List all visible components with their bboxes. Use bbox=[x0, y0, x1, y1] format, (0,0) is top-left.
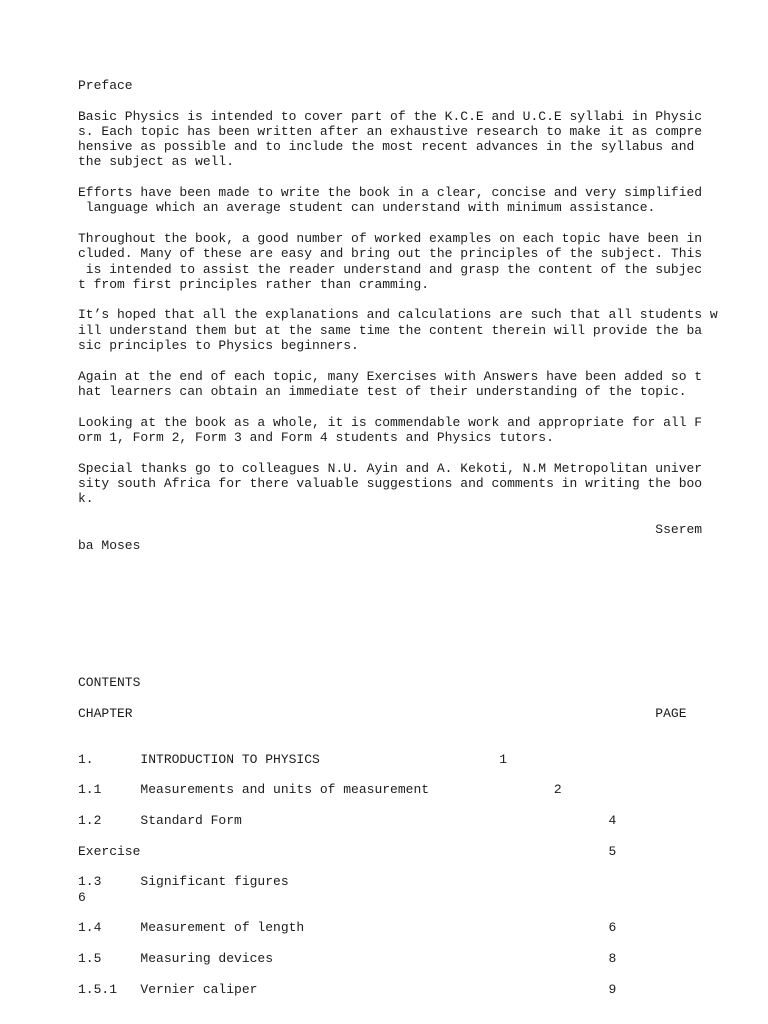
author-signature: Sserem bbox=[78, 522, 703, 537]
contents-entry: 1.1 Measurements and units of measurement 2 bbox=[78, 782, 562, 797]
paragraph-line: is intended to assist the reader understand and grasp the content of the subjec bbox=[78, 262, 703, 277]
author-signature: ba Moses bbox=[78, 538, 141, 553]
contents-heading: CONTENTS bbox=[78, 675, 141, 690]
paragraph-line: ill understand them but at the same time the content therein will provide the ba bbox=[78, 323, 703, 338]
paragraph-line: sic principles to Physics beginners. bbox=[78, 338, 359, 353]
paragraph-line: t from first principles rather than cramming. bbox=[78, 277, 430, 292]
paragraph-line: hensive as possible and to include the most recent advances in the syllabus and bbox=[78, 139, 695, 154]
paragraph-line: Special thanks go to colleagues N.U. Ayin and A. Kekoti, N.M Metropolitan univer bbox=[78, 461, 703, 476]
contents-entry-page: 6 bbox=[78, 890, 86, 905]
paragraph-line: Looking at the book as a whole, it is commendable work and appropriate for all F bbox=[78, 415, 703, 430]
paragraph-line: s. Each topic has been written after an exhaustive research to make it as compre bbox=[78, 124, 703, 139]
paragraph-line: Basic Physics is intended to cover part of the K.C.E and U.C.E syllabi in Physic bbox=[78, 109, 703, 124]
paragraph-line: Throughout the book, a good number of worked examples on each topic have been in bbox=[78, 231, 703, 246]
paragraph-line: It’s hoped that all the explanations and calculations are such that all students w bbox=[78, 307, 718, 322]
paragraph-line: Efforts have been made to write the book in a clear, concise and very simplified bbox=[78, 185, 703, 200]
contents-entry: 1.3 Significant figures bbox=[78, 874, 289, 889]
paragraph-line: the subject as well. bbox=[78, 154, 235, 169]
paragraph-line: language which an average student can understand with minimum assistance. bbox=[78, 200, 656, 215]
contents-entry: Exercise 5 bbox=[78, 844, 617, 859]
contents-entry: 1.5.1 Vernier caliper 9 bbox=[78, 982, 617, 997]
paragraph-line: sity south Africa for there valuable suggestions and comments in writing the boo bbox=[78, 476, 703, 491]
contents-entry: 1. INTRODUCTION TO PHYSICS 1 bbox=[78, 752, 508, 767]
paragraph-line: Again at the end of each topic, many Exercises with Answers have been added so t bbox=[78, 369, 703, 384]
paragraph-line: k. bbox=[78, 491, 94, 506]
contents-entry: 1.4 Measurement of length 6 bbox=[78, 920, 617, 935]
preface-heading: Preface bbox=[78, 78, 133, 93]
paragraph-line: hat learners can obtain an immediate test of their understanding of the topic. bbox=[78, 384, 687, 399]
paragraph-line: orm 1, Form 2, Form 3 and Form 4 students and Physics tutors. bbox=[78, 430, 554, 445]
contents-entry: 1.2 Standard Form 4 bbox=[78, 813, 617, 828]
contents-column-headers: CHAPTER PAGE bbox=[78, 706, 687, 721]
paragraph-line: cluded. Many of these are easy and bring out the principles of the subject. This bbox=[78, 246, 703, 261]
contents-entry: 1.5 Measuring devices 8 bbox=[78, 951, 617, 966]
